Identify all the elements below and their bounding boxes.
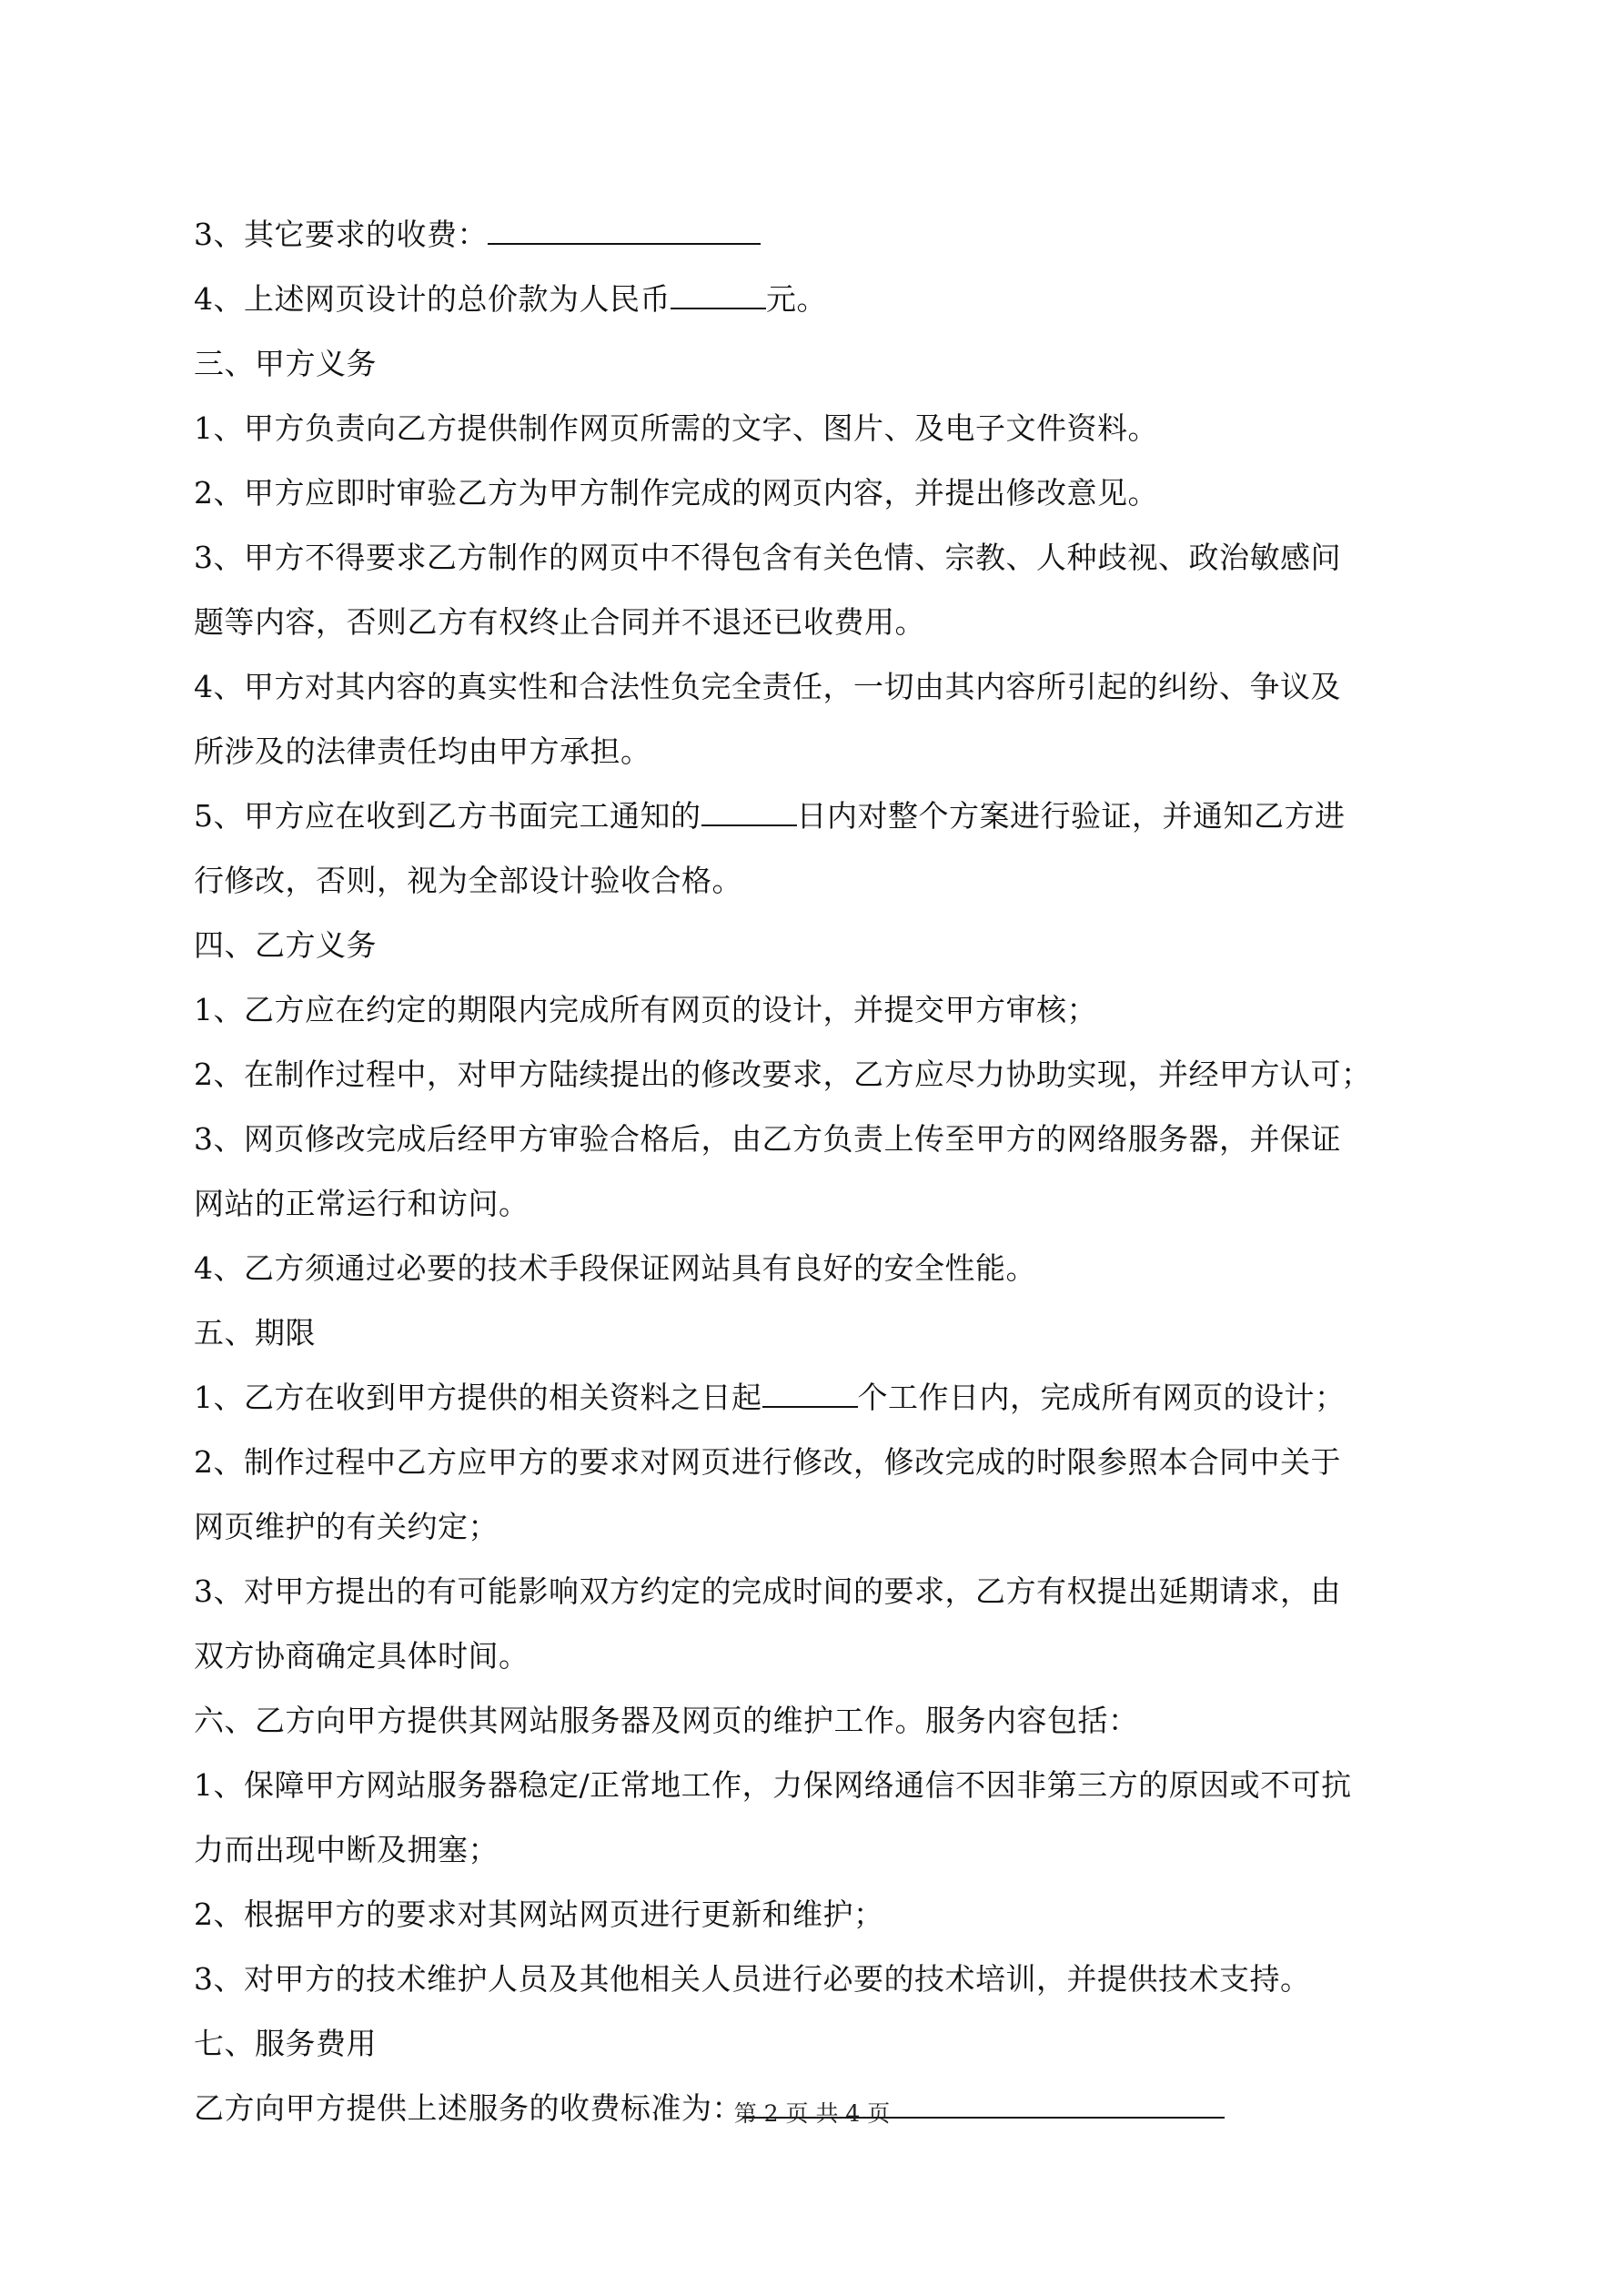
text-line bbox=[194, 1236, 1440, 1300]
line-text: 四、乙方义务 bbox=[194, 927, 377, 963]
text-line bbox=[194, 1753, 1440, 1817]
text-line bbox=[194, 1882, 1440, 1947]
text-line bbox=[194, 1430, 1440, 1494]
text-line bbox=[194, 590, 1440, 654]
text-line bbox=[194, 396, 1440, 460]
line-text: 2、根据甲方的要求对其网站网页进行更新和维护； bbox=[194, 1896, 884, 1932]
fill-in-blank bbox=[671, 280, 766, 309]
line-text: 网页维护的有关约定； bbox=[194, 1509, 499, 1544]
text-line bbox=[194, 331, 1440, 396]
line-text: 1、保障甲方网站服务器稳定/正常地工作，力保网络通信不因非第三方的原因或不可抗 bbox=[194, 1767, 1352, 1803]
text-line bbox=[194, 460, 1440, 525]
line-text: 2、制作过程中乙方应甲方的要求对网页进行修改，修改完成的时限参照本合同中关于 bbox=[194, 1444, 1341, 1480]
line-text: 1、甲方负责向乙方提供制作网页所需的文字、图片、及电子文件资料。 bbox=[194, 410, 1158, 446]
line-text: 4、上述网页设计的总价款为人民币 bbox=[194, 281, 671, 317]
line-text: 网站的正常运行和访问。 bbox=[194, 1186, 530, 1221]
text-line bbox=[194, 1107, 1440, 1171]
line-text: 3、对甲方提出的有可能影响双方约定的完成时间的要求，乙方有权提出延期请求，由 bbox=[194, 1573, 1341, 1609]
fill-in-blank bbox=[488, 216, 761, 245]
document-body bbox=[194, 202, 1440, 2140]
line-text: 双方协商确定具体时间。 bbox=[194, 1638, 530, 1674]
fill-in-blank bbox=[701, 797, 797, 826]
line-text: 3、其它要求的收费： bbox=[194, 217, 488, 252]
text-line bbox=[194, 1494, 1440, 1559]
text-line bbox=[194, 2011, 1440, 2076]
text-line bbox=[194, 1171, 1440, 1236]
text-line bbox=[194, 1559, 1440, 1623]
line-text: 4、甲方对其内容的真实性和合法性负完全责任，一切由其内容所引起的纠纷、争议及 bbox=[194, 669, 1341, 704]
line-text: 1、乙方在收到甲方提供的相关资料之日起 bbox=[194, 1380, 762, 1415]
text-line bbox=[194, 719, 1440, 784]
line-text: 3、对甲方的技术维护人员及其他相关人员进行必要的技术培训，并提供技术支持。 bbox=[194, 1961, 1311, 1997]
line-text: 五、期限 bbox=[194, 1315, 316, 1350]
text-line bbox=[194, 525, 1440, 590]
line-text-after-blank: 元。 bbox=[766, 281, 827, 317]
text-line bbox=[194, 1688, 1440, 1753]
line-text: 所涉及的法律责任均由甲方承担。 bbox=[194, 733, 651, 769]
line-text: 2、甲方应即时审验乙方为甲方制作完成的网页内容，并提出修改意见。 bbox=[194, 475, 1158, 511]
fill-in-blank bbox=[762, 1379, 858, 1408]
text-line bbox=[194, 1623, 1440, 1688]
text-line bbox=[194, 654, 1440, 719]
text-line bbox=[194, 913, 1440, 977]
line-text: 1、乙方应在约定的期限内完成所有网页的设计，并提交甲方审核； bbox=[194, 992, 1097, 1027]
line-text: 3、甲方不得要求乙方制作的网页中不得包含有关色情、宗教、人种歧视、政治敏感问 bbox=[194, 540, 1341, 575]
text-line bbox=[194, 1817, 1440, 1882]
line-text: 力而出现中断及拥塞； bbox=[194, 1832, 499, 1867]
line-text: 2、在制作过程中，对甲方陆续提出的修改要求，乙方应尽力协助实现，并经甲方认可； bbox=[194, 1057, 1372, 1092]
line-text: 六、乙方向甲方提供其网站服务器及网页的维护工作。服务内容包括： bbox=[194, 1703, 1139, 1738]
line-text: 乙方向甲方提供上述服务的收费标准为： bbox=[194, 2090, 742, 2126]
text-line bbox=[194, 848, 1440, 913]
page-footer: 第 2 页 共 4 页 bbox=[733, 2100, 891, 2127]
text-line bbox=[194, 1300, 1440, 1365]
line-text: 行修改，否则，视为全部设计验收合格。 bbox=[194, 863, 742, 898]
line-text-after-blank: 个工作日内，完成所有网页的设计； bbox=[857, 1380, 1346, 1415]
text-line bbox=[194, 202, 1440, 267]
line-text: 4、乙方须通过必要的技术手段保证网站具有良好的安全性能。 bbox=[194, 1250, 1036, 1286]
text-line bbox=[194, 784, 1440, 848]
line-text: 三、甲方义务 bbox=[194, 346, 377, 381]
line-text: 题等内容，否则乙方有权终止合同并不退还已收费用。 bbox=[194, 604, 925, 640]
line-text: 七、服务费用 bbox=[194, 2026, 377, 2061]
line-text-after-blank: 日内对整个方案进行验证，并通知乙方进 bbox=[796, 798, 1346, 834]
text-line bbox=[194, 1947, 1440, 2011]
line-text: 3、网页修改完成后经甲方审验合格后，由乙方负责上传至甲方的网络服务器，并保证 bbox=[194, 1121, 1341, 1157]
text-line bbox=[194, 1042, 1440, 1107]
line-text: 5、甲方应在收到乙方书面完工通知的 bbox=[194, 798, 701, 834]
text-line bbox=[194, 1365, 1440, 1430]
text-line bbox=[194, 267, 1440, 331]
text-line bbox=[194, 977, 1440, 1042]
